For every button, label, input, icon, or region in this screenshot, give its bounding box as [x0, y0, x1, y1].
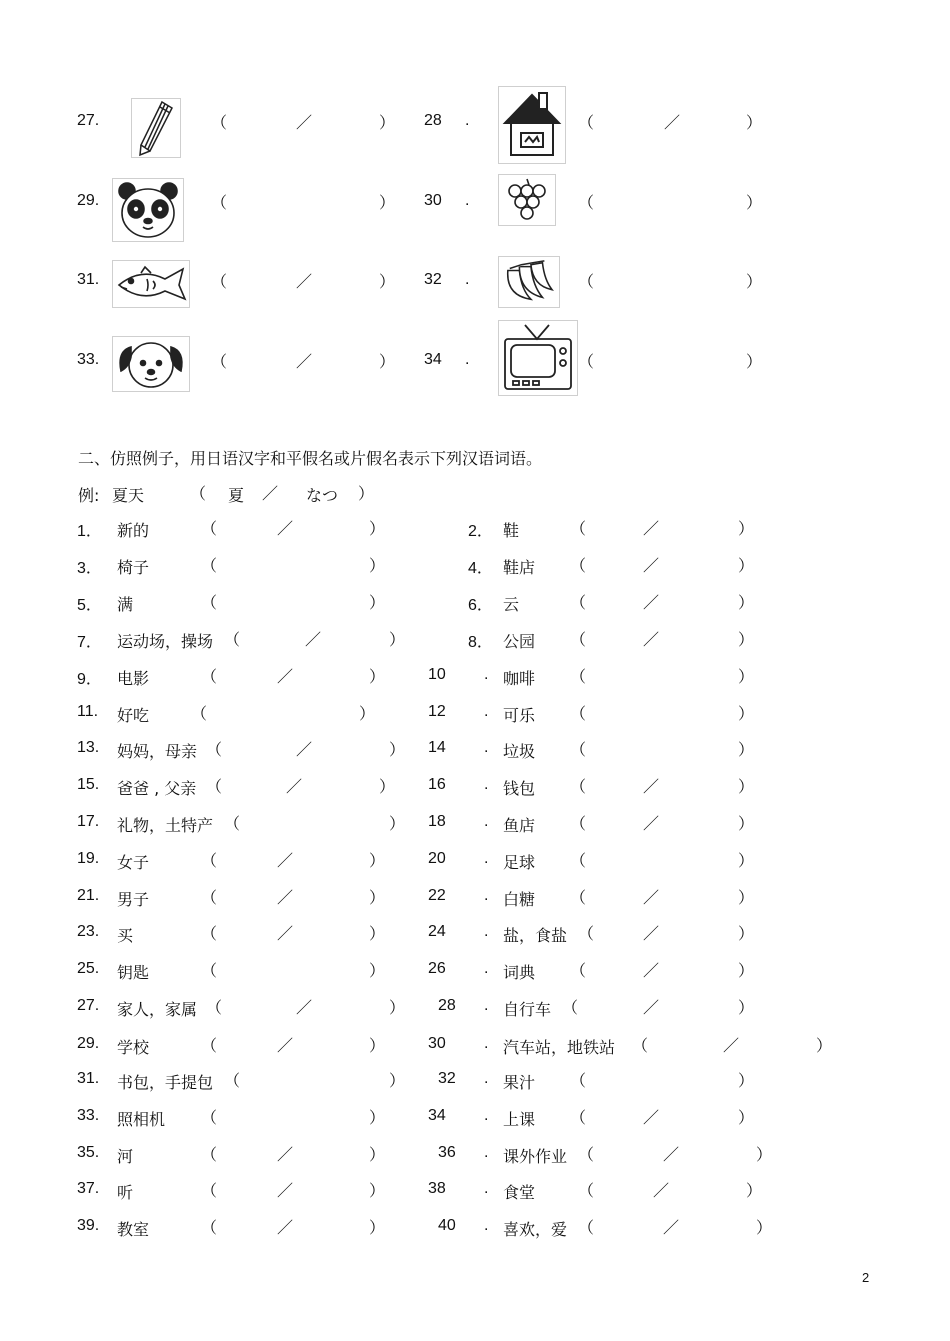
vocab-number: 37.	[77, 1180, 100, 1197]
example-kanji: 夏	[228, 486, 245, 505]
picture-item-number: 29.	[77, 192, 100, 209]
answer-close-paren: ）	[738, 777, 755, 796]
vocab-word: 好吃	[117, 706, 150, 725]
answer-open-paren: （	[201, 1036, 218, 1055]
vocab-number-dot: .	[484, 850, 489, 867]
fish-icon-drawing	[113, 261, 189, 307]
answer-close-paren: ）	[738, 667, 755, 686]
answer-open-paren: （	[570, 740, 587, 759]
answer-close-paren: ）	[369, 1108, 386, 1127]
vocab-word: 学校	[117, 1038, 150, 1057]
vocab-number: 10	[428, 666, 446, 683]
dog-icon-drawing	[113, 337, 189, 391]
vocab-number-dot: .	[484, 703, 489, 720]
answer-close-paren: ）	[746, 113, 763, 132]
picture-item-number: 28	[424, 112, 442, 129]
vocab-number: 33.	[77, 1107, 100, 1124]
answer-open-paren: （	[578, 272, 595, 291]
answer-slash: ／	[643, 998, 660, 1017]
vocab-word: 咖啡	[503, 669, 536, 688]
vocab-number-dot: .	[484, 1107, 489, 1124]
answer-slash: ／	[277, 519, 294, 538]
answer-open-paren: （	[570, 667, 587, 686]
vocab-number: 2．	[468, 523, 493, 540]
answer-open-paren: （	[201, 667, 218, 686]
picture-item-number: 31.	[77, 271, 100, 288]
picture-item-dot: .	[465, 271, 470, 288]
answer-slash: ／	[277, 1145, 294, 1164]
answer-slash: ／	[643, 519, 660, 538]
answer-open-paren: （	[191, 704, 208, 723]
answer-open-paren: （	[570, 593, 587, 612]
answer-slash: ／	[305, 630, 322, 649]
answer-close-paren: ）	[738, 888, 755, 907]
banana-icon-drawing	[499, 257, 559, 307]
vocab-number-dot: .	[484, 1217, 489, 1234]
vocab-number: 23.	[77, 923, 100, 940]
vocab-word: 河	[117, 1147, 134, 1166]
answer-slash: ／	[643, 1108, 660, 1127]
example-label: 例:	[78, 486, 100, 505]
vocab-word: 足球	[503, 853, 536, 872]
vocab-word: 听	[117, 1183, 134, 1202]
picture-item-number: 27.	[77, 112, 100, 129]
vocab-number-dot: .	[484, 666, 489, 683]
answer-close-paren: ）	[389, 998, 406, 1017]
answer-open-paren: （	[562, 998, 579, 1017]
answer-slash: ／	[296, 998, 313, 1017]
answer-open-paren: （	[570, 1108, 587, 1127]
vocab-number-dot: .	[484, 813, 489, 830]
panda-icon-drawing	[113, 179, 183, 241]
banana-icon	[498, 256, 560, 308]
picture-item-dot: .	[465, 112, 470, 129]
answer-open-paren: （	[570, 630, 587, 649]
answer-open-paren: （	[570, 851, 587, 870]
vocab-number: 15.	[77, 776, 100, 793]
vocab-number-dot: .	[484, 1070, 489, 1087]
vocab-word: 满	[117, 595, 134, 614]
answer-close-paren: ）	[738, 1108, 755, 1127]
answer-close-paren: ）	[738, 961, 755, 980]
answer-close-paren: ）	[369, 1181, 386, 1200]
answer-close-paren: ）	[738, 630, 755, 649]
vocab-number: 30	[428, 1035, 446, 1052]
answer-close-paren: ）	[746, 1181, 763, 1200]
answer-open-paren: （	[211, 113, 228, 132]
answer-close-paren: ）	[369, 1036, 386, 1055]
answer-open-paren: （	[201, 1145, 218, 1164]
answer-close-paren: ）	[369, 593, 386, 612]
answer-open-paren: （	[206, 998, 223, 1017]
vocab-number: 31.	[77, 1070, 100, 1087]
vocab-word: 云	[503, 595, 520, 614]
vocab-number: 22	[428, 887, 446, 904]
answer-open-paren: （	[578, 352, 595, 371]
answer-close-paren: ）	[358, 484, 375, 503]
vocab-word: 教室	[117, 1220, 150, 1239]
answer-close-paren: ）	[756, 1145, 773, 1164]
answer-slash: ／	[643, 593, 660, 612]
vocab-number: 26	[428, 960, 446, 977]
answer-close-paren: ）	[369, 961, 386, 980]
vocab-number: 39.	[77, 1217, 100, 1234]
answer-slash: ／	[277, 924, 294, 943]
answer-slash: ／	[296, 352, 313, 371]
answer-close-paren: ）	[738, 924, 755, 943]
answer-slash: ／	[296, 272, 313, 291]
vocab-number-dot: .	[484, 776, 489, 793]
vocab-word: 鱼店	[503, 816, 536, 835]
answer-open-paren: （	[578, 1145, 595, 1164]
vocab-number: 29.	[77, 1035, 100, 1052]
answer-close-paren: ）	[389, 630, 406, 649]
picture-item-number: 34	[424, 351, 442, 368]
answer-slash: ／	[643, 630, 660, 649]
section2-instruction: 二、仿照例子，用日语汉字和平假名或片假名表示下列汉语词语。	[78, 449, 543, 468]
vocab-word: 礼物，土特产	[117, 816, 214, 835]
house-icon	[498, 86, 566, 164]
answer-open-paren: （	[570, 1071, 587, 1090]
vocab-number: 7．	[77, 634, 102, 651]
answer-slash: ／	[723, 1036, 740, 1055]
answer-slash: ／	[277, 667, 294, 686]
answer-open-paren: （	[201, 556, 218, 575]
answer-open-paren: （	[224, 814, 241, 833]
answer-open-paren: （	[578, 924, 595, 943]
vocab-number: 12	[428, 703, 446, 720]
vocab-word: 家人，家属	[117, 1000, 198, 1019]
answer-close-paren: ）	[738, 704, 755, 723]
tv-icon	[498, 320, 578, 396]
answer-close-paren: ）	[746, 272, 763, 291]
answer-close-paren: ）	[379, 272, 396, 291]
vocab-number: 11.	[77, 703, 99, 720]
answer-close-paren: ）	[379, 777, 396, 796]
answer-open-paren: （	[578, 1218, 595, 1237]
vocab-number: 40	[438, 1217, 456, 1234]
pencil-icon-drawing	[132, 99, 180, 157]
vocab-number-dot: .	[484, 1180, 489, 1197]
answer-open-paren: （	[190, 484, 207, 503]
answer-open-paren: （	[224, 630, 241, 649]
vocab-number: 17.	[77, 813, 100, 830]
vocab-number: 18	[428, 813, 446, 830]
answer-close-paren: ）	[369, 667, 386, 686]
tv-icon-drawing	[499, 321, 577, 395]
vocab-number: 32	[438, 1070, 456, 1087]
vocab-number-dot: .	[484, 739, 489, 756]
answer-close-paren: ）	[738, 998, 755, 1017]
answer-close-paren: ）	[369, 924, 386, 943]
vocab-number: 28	[438, 997, 456, 1014]
vocab-number: 27.	[77, 997, 100, 1014]
answer-slash: ／	[643, 888, 660, 907]
vocab-word: 食堂	[503, 1183, 536, 1202]
vocab-number: 24	[428, 923, 446, 940]
answer-slash: ／	[643, 924, 660, 943]
vocab-word: 新的	[117, 521, 150, 540]
answer-open-paren: （	[201, 519, 218, 538]
answer-open-paren: （	[570, 519, 587, 538]
answer-close-paren: ）	[359, 704, 376, 723]
answer-close-paren: ）	[379, 113, 396, 132]
vocab-number: 34	[428, 1107, 446, 1124]
answer-close-paren: ）	[746, 352, 763, 371]
answer-slash: ／	[296, 113, 313, 132]
pencil-icon	[131, 98, 181, 158]
answer-open-paren: （	[201, 1218, 218, 1237]
picture-item-number: 32	[424, 271, 442, 288]
answer-open-paren: （	[211, 193, 228, 212]
vocab-number: 3．	[77, 560, 102, 577]
answer-open-paren: （	[578, 113, 595, 132]
vocab-number: 8．	[468, 634, 493, 651]
answer-slash: ／	[277, 1181, 294, 1200]
vocab-number-dot: .	[484, 997, 489, 1014]
vocab-word: 课外作业	[503, 1147, 568, 1166]
vocab-word: 书包，手提包	[117, 1073, 214, 1092]
answer-open-paren: （	[578, 193, 595, 212]
answer-slash: ／	[663, 1218, 680, 1237]
vocab-number-dot: .	[484, 1144, 489, 1161]
vocab-word: 男子	[117, 890, 150, 909]
answer-open-paren: （	[201, 961, 218, 980]
vocab-number: 6．	[468, 597, 493, 614]
answer-open-paren: （	[201, 593, 218, 612]
vocab-word: 盐，食盐	[503, 926, 568, 945]
page-number: 2	[862, 1270, 870, 1285]
vocab-number: 19.	[77, 850, 100, 867]
vocab-number: 5．	[77, 597, 102, 614]
vocab-number: 1．	[77, 523, 102, 540]
answer-close-paren: ）	[756, 1218, 773, 1237]
vocab-number: 9．	[77, 671, 102, 688]
answer-open-paren: （	[201, 1108, 218, 1127]
vocab-word: 女子	[117, 853, 150, 872]
answer-slash: ／	[663, 1145, 680, 1164]
vocab-number: 4．	[468, 560, 493, 577]
answer-slash: ／	[643, 777, 660, 796]
vocab-word: 钱包	[503, 779, 536, 798]
vocab-number: 16	[428, 776, 446, 793]
answer-open-paren: （	[206, 740, 223, 759]
vocab-number-dot: .	[484, 1035, 489, 1052]
vocab-word: 运动场，操场	[117, 632, 214, 651]
answer-slash: ／	[277, 1218, 294, 1237]
vocab-number-dot: .	[484, 923, 489, 940]
panda-icon	[112, 178, 184, 242]
answer-close-paren: ）	[369, 888, 386, 907]
answer-slash: ／	[664, 113, 681, 132]
vocab-number: 25.	[77, 960, 100, 977]
vocab-word: 鞋	[503, 521, 520, 540]
answer-close-paren: ）	[746, 193, 763, 212]
answer-close-paren: ）	[738, 814, 755, 833]
picture-item-number: 33.	[77, 351, 100, 368]
grapes-icon	[498, 174, 556, 226]
vocab-word: 妈妈，母亲	[117, 742, 198, 761]
vocab-word: 爸爸 , 父亲	[117, 779, 197, 798]
vocab-number: 38	[428, 1180, 446, 1197]
grapes-icon-drawing	[499, 175, 555, 225]
answer-close-paren: ）	[389, 1071, 406, 1090]
vocab-number: 21.	[77, 887, 100, 904]
answer-open-paren: （	[570, 888, 587, 907]
answer-close-paren: ）	[816, 1036, 833, 1055]
answer-slash: ／	[277, 851, 294, 870]
vocab-number: 36	[438, 1144, 456, 1161]
vocab-word: 自行车	[503, 1000, 552, 1019]
vocab-word: 喜欢，爱	[503, 1220, 568, 1239]
picture-item-dot: .	[465, 351, 470, 368]
answer-open-paren: （	[570, 704, 587, 723]
vocab-word: 公园	[503, 632, 536, 651]
answer-close-paren: ）	[389, 740, 406, 759]
example-word: 夏天	[112, 486, 145, 505]
answer-close-paren: ）	[379, 352, 396, 371]
vocab-number-dot: .	[484, 887, 489, 904]
answer-open-paren: （	[211, 352, 228, 371]
answer-open-paren: （	[201, 851, 218, 870]
vocab-number: 13.	[77, 739, 100, 756]
answer-open-paren: （	[578, 1181, 595, 1200]
answer-close-paren: ）	[738, 519, 755, 538]
answer-close-paren: ）	[369, 851, 386, 870]
answer-close-paren: ）	[738, 593, 755, 612]
answer-close-paren: ）	[738, 851, 755, 870]
answer-open-paren: （	[570, 961, 587, 980]
vocab-word: 垃圾	[503, 742, 536, 761]
dog-icon	[112, 336, 190, 392]
vocab-word: 词典	[503, 963, 536, 982]
vocab-word: 果汁	[503, 1073, 536, 1092]
answer-close-paren: ）	[738, 1071, 755, 1090]
answer-close-paren: ）	[389, 814, 406, 833]
vocab-number: 20	[428, 850, 446, 867]
vocab-word: 汽车站，地铁站	[503, 1038, 616, 1057]
vocab-word: 钥匙	[117, 963, 150, 982]
vocab-number-dot: .	[484, 960, 489, 977]
vocab-word: 上课	[503, 1110, 536, 1129]
vocab-word: 照相机	[117, 1110, 166, 1129]
vocab-word: 可乐	[503, 706, 536, 725]
answer-close-paren: ）	[738, 740, 755, 759]
answer-close-paren: ）	[379, 193, 396, 212]
answer-slash: ／	[643, 556, 660, 575]
answer-slash: ／	[643, 961, 660, 980]
answer-open-paren: （	[211, 272, 228, 291]
fish-icon	[112, 260, 190, 308]
vocab-number: 35.	[77, 1144, 100, 1161]
answer-close-paren: ）	[369, 556, 386, 575]
answer-slash: ／	[277, 1036, 294, 1055]
answer-close-paren: ）	[738, 556, 755, 575]
answer-slash: ／	[653, 1181, 670, 1200]
vocab-word: 白糖	[503, 890, 536, 909]
vocab-word: 鞋店	[503, 558, 536, 577]
vocab-word: 电影	[117, 669, 150, 688]
vocab-word: 买	[117, 926, 134, 945]
answer-slash: ／	[643, 814, 660, 833]
house-icon-drawing	[499, 87, 565, 163]
answer-open-paren: （	[201, 924, 218, 943]
answer-open-paren: （	[201, 888, 218, 907]
vocab-number: 14	[428, 739, 446, 756]
answer-slash: ／	[262, 484, 279, 503]
answer-slash: ／	[286, 777, 303, 796]
picture-item-dot: .	[465, 192, 470, 209]
answer-slash: ／	[277, 888, 294, 907]
answer-close-paren: ）	[369, 1145, 386, 1164]
vocab-word: 椅子	[117, 558, 150, 577]
picture-item-number: 30	[424, 192, 442, 209]
answer-open-paren: （	[632, 1036, 649, 1055]
answer-open-paren: （	[570, 814, 587, 833]
answer-open-paren: （	[224, 1071, 241, 1090]
answer-open-paren: （	[201, 1181, 218, 1200]
answer-close-paren: ）	[369, 1218, 386, 1237]
answer-slash: ／	[296, 740, 313, 759]
answer-close-paren: ）	[369, 519, 386, 538]
answer-open-paren: （	[206, 777, 223, 796]
answer-open-paren: （	[570, 777, 587, 796]
example-kana: なつ	[306, 486, 339, 505]
answer-open-paren: （	[570, 556, 587, 575]
